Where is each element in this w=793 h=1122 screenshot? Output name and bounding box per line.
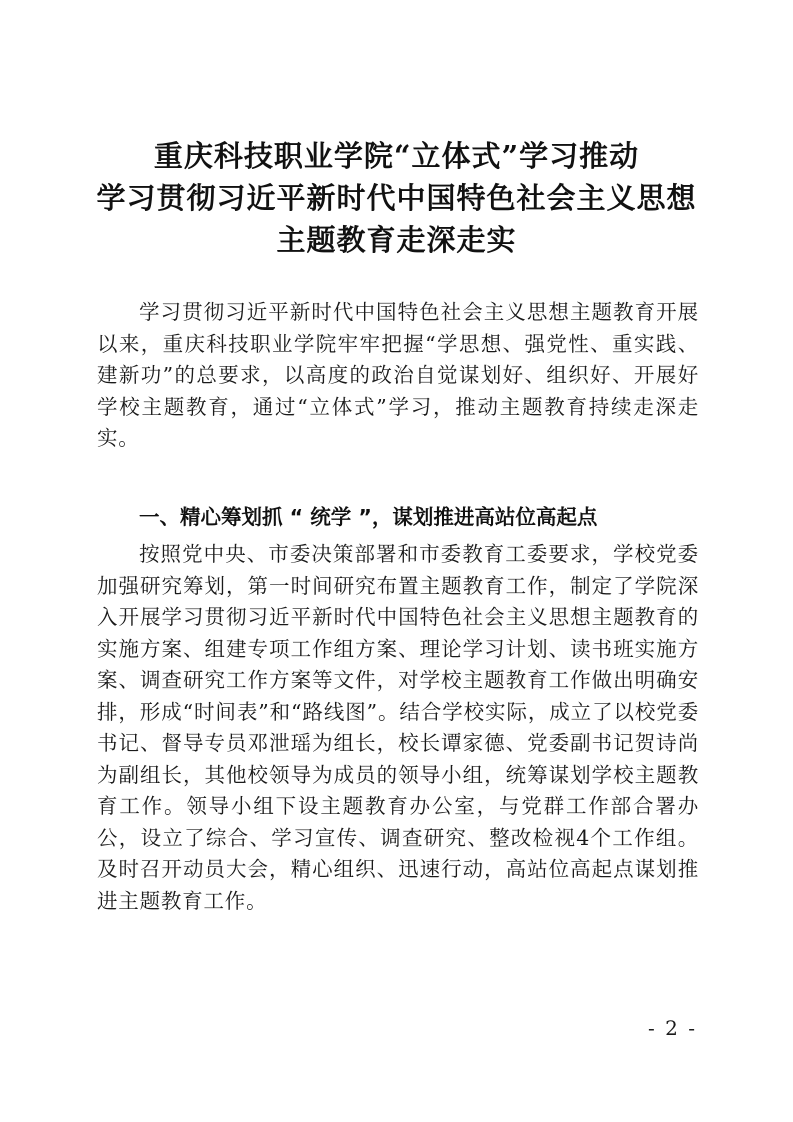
section-paragraph: 按照党中央、市委决策部署和市委教育工委要求，学校党委加强研究筹划，第一时间研究布置主题教育工作，制定了学院深入开展学习贯彻习近平新时代中国特色社会主义思想主题教育的实施方案、组建专项工作组方案、理论学习计划、读书班实施方案、调查研究工作方案等文件，对学校主题教育工作做出明确安排，形成“时间表”和“路线图”。结合学校实际，成立了以校党委书记、督导专员邓泄瑶为组长，校长谭家德、党委副书记贺诗尚为副组长，其他校领导为成员的领导小组，统筹谋划学校主题教育工作。领导小组下设主题教育办公室，与党群工作部合署办公，设立了综合、学习宣传、调查研究、整改检视4个工作组。及时召开动员大会，精心组织、迅速行动，高站位高起点谋划推进主题教育工作。 <box>97 542 699 913</box>
document-title-line-2: 学习贯彻习近平新时代中国特色社会主义思想 <box>96 181 697 215</box>
document-title-line-1: 重庆科技职业学院“立体式”学习推动 <box>153 139 640 173</box>
document-title-line-3: 主题教育走深走实 <box>276 223 517 257</box>
intro-paragraph: 学习贯彻习近平新时代中国特色社会主义思想主题教育开展以来，重庆科技职业学院牢牢把握“学思想、强党性、重实践、建新功”的总要求，以高度的政治自觉谋划好、组织好、开展好学校主题教育，通过“立体式”学习，推动主题教育持续走深走实。 <box>97 300 699 450</box>
page-number: - 2 - <box>648 1016 697 1040</box>
section-heading: 一、精心筹划抓 “ 统学 ”，谋划推进高站位高起点 <box>139 505 598 529</box>
